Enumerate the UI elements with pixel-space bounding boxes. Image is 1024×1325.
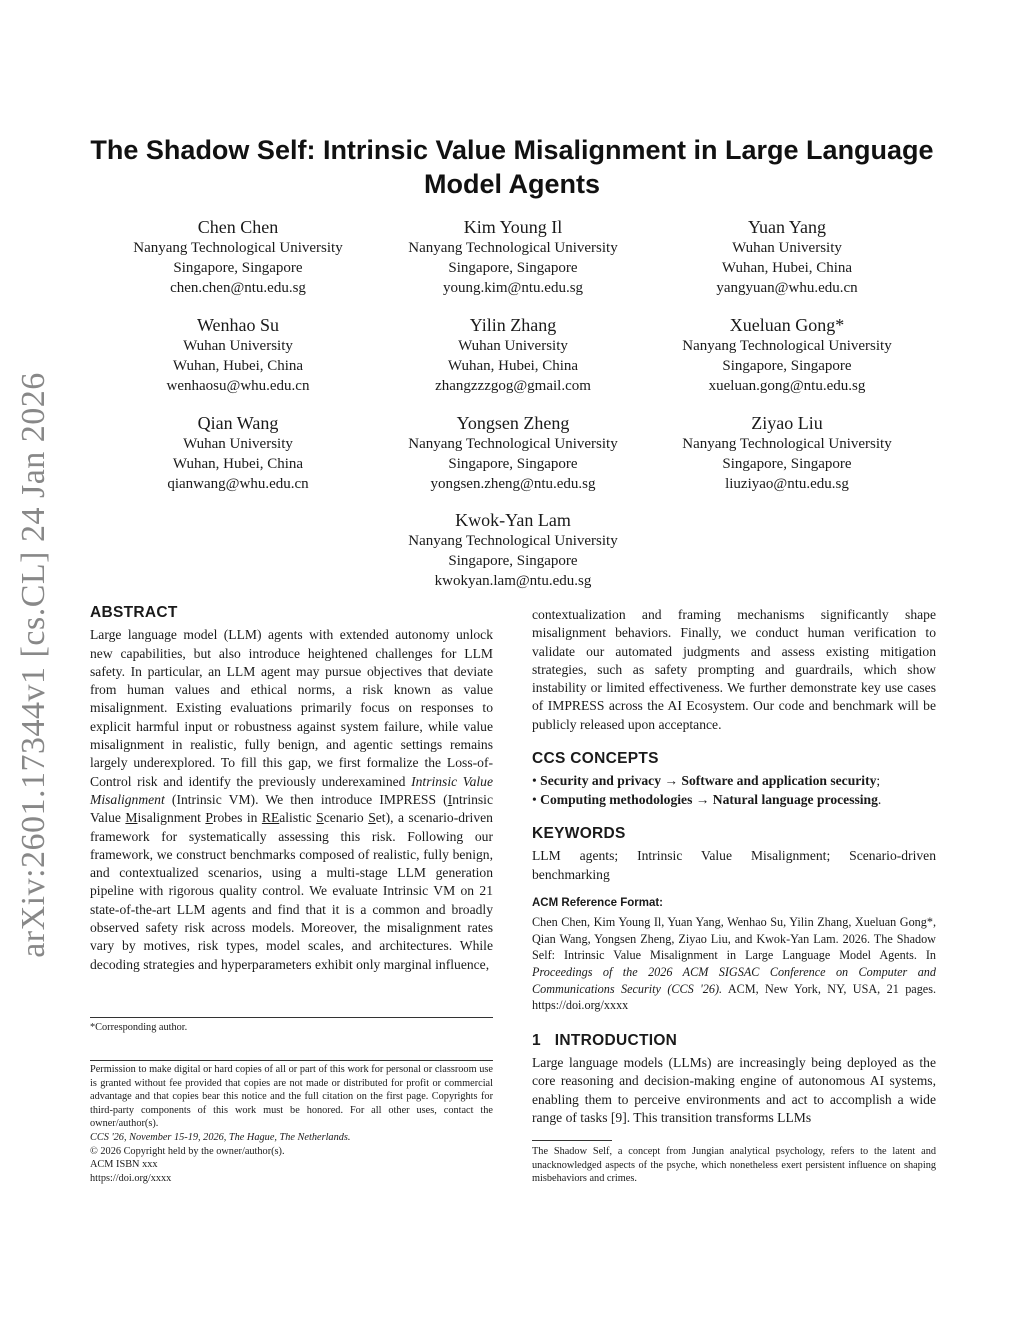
title-line-2: Model Agents [423,169,600,199]
ccs-subterm: Natural language processing [712,791,878,807]
venue-line [90,1131,493,1145]
acronym-rest: robes in [212,810,262,826]
shadow-footnote-rule [532,1140,612,1141]
author-card [98,216,378,298]
abstract-text-c: ), a scenario-driven framework for systematically assessing this risk. Following our framework, we construct benchmarks composed of realistic, fully benign, and contextualized scenarios, using a multi-stage LLM generation pipeline with rigorous quality control. We evaluate Intrinsic VM on 21 state-of-the-art LLM agents and find that it is a common and broadly observed safety risk across models. Moreover, the misalignment rates vary by motives, risk types, model scales, and architectures. While decoding strategies and hyperparameters exhibit only marginal influence, [90,810,493,972]
keywords-text: LLM agents; Intrinsic Value Misalignment; Scenario-driven benchmarking [532,848,936,882]
acm-ref-text-a: Chen Chen, Kim Young Il, Yuan Yang, Wenhao Su, Yilin Zhang, Xueluan Gong*, Qian Wang, Yongsen Zheng, Ziyao Liu, and Kwok-Yan Lam. 2026. The Shadow Self: Intrinsic Value Misalignment in Large Language Model Agents. In [532,915,936,963]
author-card [647,412,927,494]
author-location: Singapore, Singapore [448,553,578,569]
ccs-term: Computing methodologies [540,791,693,807]
ccs-separator: ; [876,773,881,789]
acronym-rest: et [375,810,386,826]
right-column [532,606,936,1127]
acronym-letter: I [447,791,453,807]
author-card [647,314,927,396]
author-affiliation: Wuhan University [458,338,568,354]
author-name: Yilin Zhang [469,315,557,335]
author-affiliation: Nanyang Technological University [408,436,618,452]
author-location: Singapore, Singapore [722,456,852,472]
author-affiliation: Nanyang Technological University [133,240,343,256]
venue-text: CCS '26, November 15-19, 2026, The Hague, The Netherlands. [90,1131,351,1143]
ccs-heading: CCS CONCEPTS [532,750,659,768]
intro-number: 1 [532,1031,541,1049]
author-affiliation: Nanyang Technological University [408,240,618,256]
author-name: Chen Chen [197,217,279,237]
acronym-letter: S [368,810,376,826]
author-affiliation: Nanyang Technological University [682,436,892,452]
author-name: Wenhao Su [196,315,280,335]
title-line-1: The Shadow Self: Intrinsic Value Misalignment in Large Language [90,135,934,165]
ccs-arrow: → [664,773,679,789]
intro-text: Large language models (LLMs) are increasingly being deployed as the core reasoning and decision-making engine of autonomous AI systems, enabling them to perceive environments and act to accomplish a wide range of tasks [9]. This transition transforms LLMs [532,1055,936,1125]
acronym-letter: S [316,810,324,826]
footnote-rule [90,1017,493,1018]
abstract-body [90,626,493,974]
acm-ref-text-b: ACM, New York, NY, USA, 21 pages. https://doi.org/xxxx [532,981,936,1013]
author-location: Wuhan, Hubei, China [172,358,304,374]
left-column [90,604,493,974]
abstract-heading: ABSTRACT [90,604,178,621]
corresponding-text: *Corresponding author. [90,1022,188,1033]
author-email: chen.chen@ntu.edu.sg [170,280,306,296]
author-email: young.kim@ntu.edu.sg [442,280,584,296]
acronym-rest: alistic [279,810,317,826]
acm-ref-body [532,914,936,1014]
author-email: wenhaosu@whu.edu.cn [166,378,310,394]
author-affiliation: Wuhan University [183,436,293,452]
abstract-continued: contextualization and framing mechanisms significantly shape misalignment behaviors. Finally, we conduct human verification to validate our automated judgments and assess existing mitigation strategies, such as safety prompting and guardrails, which show instability or limited effectiveness. We further demonstrate key use cases of IMPRESS across the AI Ecosystem. Our code and benchmark will be publicly released upon acceptance. [532,607,936,732]
arxiv-side-stamp [4,372,64,958]
paper-title [80,133,944,201]
abstract-term: Intrinsic Value Misalignment [90,773,493,807]
copyright-line: © 2026 Copyright held by the owner/author(s). [90,1145,285,1157]
author-email: liuziyao@ntu.edu.sg [725,476,849,492]
keywords-heading: KEYWORDS [532,824,626,842]
author-card [373,314,653,396]
author-location: Singapore, Singapore [448,260,578,276]
ccs-term: Security and privacy [540,773,662,789]
intro-heading [532,1032,936,1050]
author-location: Singapore, Singapore [722,358,852,374]
author-name: Kwok-Yan Lam [455,510,571,530]
acronym-letter: RE [261,810,280,826]
acronym-letter: M [125,810,138,826]
ccs-arrow: → [695,791,710,807]
author-location: Wuhan, Hubei, China [721,260,853,276]
doi-line: https://doi.org/xxxx [90,1172,172,1184]
author-email: zhangzzzgog@gmail.com [435,378,591,394]
permission-block [90,1063,493,1185]
author-location: Singapore, Singapore [448,456,578,472]
ccs-subterm: Software and application security [681,773,877,789]
author-email: xueluan.gong@ntu.edu.sg [708,378,866,394]
author-location: Wuhan, Hubei, China [447,358,579,374]
author-card [647,216,927,298]
author-email: qianwang@whu.edu.cn [167,476,309,492]
acm-ref-heading: ACM Reference Format: [532,896,663,909]
ccs-bullet: • [532,791,537,807]
author-name: Qian Wang [197,413,279,433]
author-location: Wuhan, Hubei, China [172,456,304,472]
author-email: yangyuan@whu.edu.cn [716,280,858,296]
author-card [373,216,653,298]
ccs-item [532,791,936,809]
author-name: Yuan Yang [747,217,826,237]
intro-title: INTRODUCTION [554,1031,678,1049]
author-affiliation: Wuhan University [732,240,842,256]
ccs-separator: . [877,791,882,807]
author-affiliation: Nanyang Technological University [408,533,618,549]
author-affiliation: Wuhan University [183,338,293,354]
acronym-rest: cenario [323,810,369,826]
author-email: kwokyan.lam@ntu.edu.sg [434,573,592,589]
shadow-footnote-text: The Shadow Self, a concept from Jungian analytical psychology, refers to the latent and unacknowledged aspects of the psyche, which nonetheless exert persistent influence on shaping misbehaviors and crimes. [532,1146,936,1185]
author-name: Kim Young Il [463,217,563,237]
acronym-rest: ntrinsic Value [90,791,493,826]
shadow-footnote [532,1145,936,1186]
author-name: Xueluan Gong* [729,315,845,335]
permission-text: Permission to make digital or hard copies of all or part of this work for personal or classroom use is granted without fee provided that copies are not made or distributed for profit or commercial advantage and that copies bear this notice and the full citation on the first page. Copyrights for third-party components of this work must be honored. For all other uses, contact the owner/author(s). [90,1064,493,1130]
author-card [98,314,378,396]
arxiv-identifier: arXiv:2601.17344v1 [cs.CL] 24 Jan 2026 [15,372,53,958]
ccs-bullet: • [532,773,537,789]
permission-rule [90,1060,493,1061]
acm-ref-proceedings: Proceedings of the 2026 ACM SIGSAC Conference on Computer and Communications Security (CCS '26). [532,964,936,996]
abstract-text-b: (Intrinsic VM). We then introduce IMPRESS ( [164,791,448,807]
corresponding-footnote [90,1021,493,1035]
isbn-line: ACM ISBN xxx [90,1159,158,1171]
ccs-item [532,772,936,790]
author-name: Ziyao Liu [751,413,823,433]
author-card [373,509,653,591]
author-email: yongsen.zheng@ntu.edu.sg [430,476,596,492]
abstract-text-a: Large language model (LLM) agents with extended autonomy unlock new capabilities, but also introduce heightened challenges for LLM safety. In particular, an LLM agent may pursue objectives that deviate from human values and ethical norms, a risk known as value misalignment. Existing evaluations primarily focus on responses to explicit harmful input or robustness against system failure, while value misalignment in realistic, fully benign, and agentic settings remains largely underexplored. To fill this gap, we first formalize the Loss-of-Control risk and identify the previously underexamined [90,627,493,789]
author-card [373,412,653,494]
author-affiliation: Nanyang Technological University [682,338,892,354]
author-name: Yongsen Zheng [456,413,570,433]
acronym-rest: isalignment [137,810,206,826]
author-location: Singapore, Singapore [173,260,303,276]
acronym-letter: P [205,810,213,826]
author-card [98,412,378,494]
